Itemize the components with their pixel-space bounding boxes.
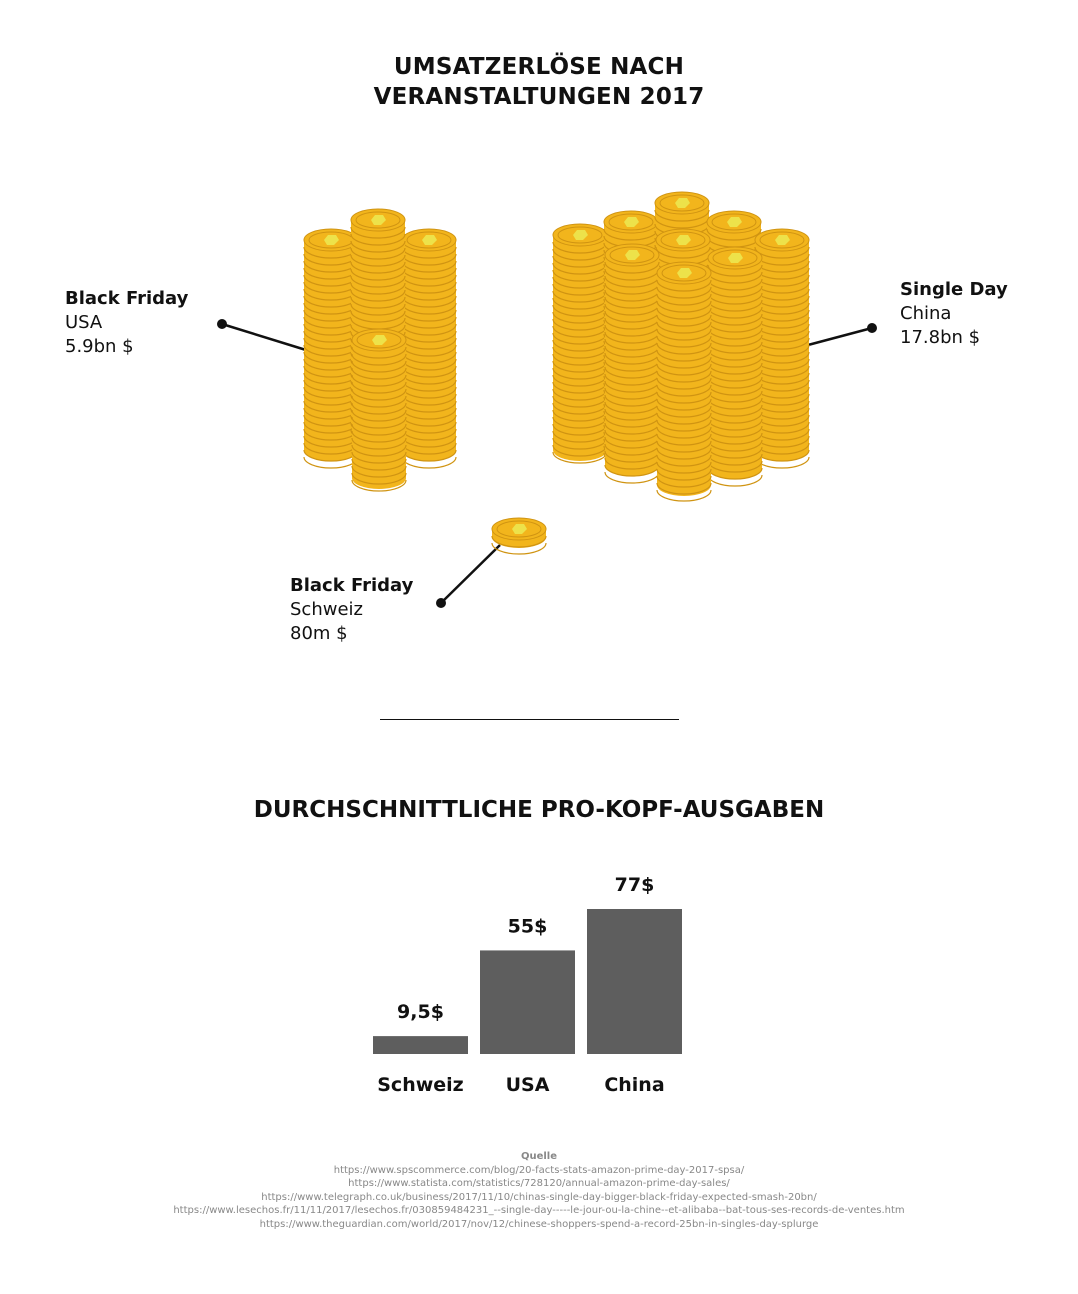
- bar-china: [587, 909, 682, 1054]
- bar-value-label: 9,5$: [397, 1001, 444, 1024]
- title-line-2: VERANSTALTUNGEN 2017: [373, 84, 705, 110]
- chart-title: DURCHSCHNITTLICHE PRO-KOPF-AUSGABEN: [253, 797, 825, 823]
- bar-value-label: 55$: [507, 915, 548, 938]
- event-name: Black Friday: [290, 575, 414, 596]
- source-link[interactable]: https://www.statista.com/statistics/728120/annual-amazon-prime-day-sales/: [348, 1178, 730, 1189]
- source-link[interactable]: https://www.telegraph.co.uk/business/2017/11/10/chinas-single-day-bigger-black-friday-expected-smash-20bn/: [261, 1191, 817, 1203]
- source-link[interactable]: https://www.spscommerce.com/blog/20-facts-stats-amazon-prime-day-2017-spsa/: [333, 1164, 745, 1176]
- source-link[interactable]: https://www.lesechos.fr/11/11/2017/lesechos.fr/030859484231_--single-day-----le-jour-ou-la-chine--et-alibaba--bat-tous-ses-records-de-ventes.htm: [173, 1205, 905, 1216]
- event-revenue: 17.8bn $: [900, 327, 981, 348]
- sources: [0, 1150, 1078, 1231]
- source-link[interactable]: https://www.theguardian.com/world/2017/nov/12/chinese-shoppers-spend-a-record-25bn-in-singles-day-splurge: [259, 1218, 819, 1230]
- bar-value-label: 77$: [614, 874, 655, 896]
- event-country: Schweiz: [290, 599, 363, 620]
- category-label: China: [604, 1074, 665, 1096]
- event-country: USA: [65, 312, 103, 333]
- event-revenue: 80m $: [290, 623, 348, 644]
- bar-usa: [480, 950, 575, 1054]
- sources-heading: Quelle: [520, 1151, 558, 1162]
- event-name: Single Day: [900, 279, 1008, 300]
- event-name: Black Friday: [65, 288, 189, 309]
- bars-group: [373, 874, 682, 1096]
- title-line-1: UMSATZERLÖSE NACH: [393, 54, 685, 80]
- bar-schweiz: [373, 1036, 468, 1054]
- category-label: Schweiz: [377, 1074, 464, 1096]
- event-revenue: 5.9bn $: [65, 336, 134, 357]
- category-label: USA: [505, 1074, 550, 1096]
- event-country: China: [900, 303, 952, 324]
